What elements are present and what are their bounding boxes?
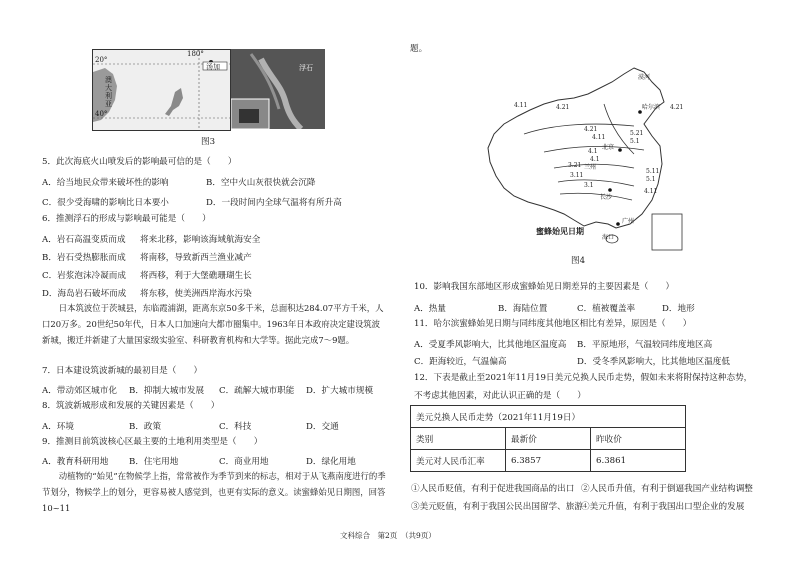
isoline-label: 4.21 (556, 104, 570, 111)
isoline-label: 3.21 (568, 162, 582, 169)
q7-stem: 7．日本建设筑波新城的最初目是（ ） (42, 366, 203, 376)
table-header-row (411, 428, 686, 450)
q6-option-a-part1: A．岩石高温变质而成 (42, 235, 126, 245)
figure-3-map (92, 49, 231, 131)
city-changsha: 长沙 (600, 194, 613, 201)
pumice-label: 浮石 (299, 64, 313, 72)
q6-option-d-part1: D．海岛岩石破坏而成 (42, 289, 127, 299)
south-china-sea-inset (652, 214, 682, 250)
q10-option-b: B．海陆位置 (498, 304, 548, 314)
city-guangzhou: 广州 (622, 218, 635, 225)
q7-option-a: A．带动郊区城市化 (42, 386, 117, 396)
q11-stem: 11．哈尔滨蜜蜂始见日期与同纬度其他地区相比有差异，原因是（ ） (414, 319, 692, 329)
city-beijing: 北京 (602, 144, 615, 151)
q6-option-c-part1: C．岩浆泡沫冷凝而成 (42, 271, 126, 281)
q9-option-c: C．商业用地 (219, 457, 269, 467)
china-outline (488, 68, 664, 228)
q7-option-d: D．扩大城市规模 (306, 386, 374, 396)
isoline-label: 4.11 (514, 102, 528, 109)
q10-stem: 10．影响我国东部地区形成蜜蜂始见日期差异的主要因素是（ ） (414, 282, 675, 292)
isoline-label: 3.11 (570, 172, 584, 179)
passage-tsukuba: 日本筑波位于茨城县，东临霞浦湖，距离东京50多千米，总面积达284.07平方千米，人口20万多。20世纪50年代，日本人口加速向大都市圈集中。1963年日本政府决定建设筑波新城，搬迁并新建了大量国家级实验室、科研教育机构和大学等。据此完成7～9题。 (42, 303, 384, 345)
lat-20-label: 20° (95, 56, 108, 64)
isoline-label: 4.1 (588, 148, 598, 155)
q5-option-b: B．空中火山灰很快就会沉降 (206, 178, 316, 188)
isoline-label: 4.11 (592, 134, 606, 141)
q9-option-d: D．绿化用地 (306, 457, 356, 467)
figure-3-satellite-photo (231, 49, 325, 129)
q12-statement-2: ②人民币升值，有利于倒逼我国产业结构调整 (581, 484, 753, 494)
table-title: 美元兑换人民币走势（2021年11月19日） (411, 406, 686, 428)
passage-phenology: 动植物的“始见”在物候学上指，常常被作为季节到来的标志，相对于从飞燕南度进行的季节划分，物候学上的划分，更容易被人感觉到，也更有实际的意义。读蜜蜂始见日期图，回答10~11 (42, 471, 386, 513)
table-row (411, 450, 686, 472)
q12-statement-1: ①人民币贬值，有利于促进我国商品的出口 (411, 484, 575, 494)
lat-40-label: 40° (95, 110, 108, 118)
table-header-previous: 昨收价 (591, 428, 686, 450)
q9-option-b: B．住宅用地 (129, 457, 179, 467)
lon-180-label: 180° (187, 50, 204, 58)
q6-option-a-part2: 将来北移，影响该海域航海安全 (140, 235, 261, 245)
q5-stem: 5．此次海底火山喷发后的影响最可信的是（ ） (42, 157, 237, 167)
isoline-label: 5.21 (630, 130, 644, 137)
table-cell-previous: 6.3861 (591, 450, 686, 472)
isoline-label: 4.21 (670, 104, 684, 111)
q8-stem: 8．筑波新城形成和发展的关键因素是（ ） (42, 401, 220, 411)
q9-stem: 9．推测目前筑波核心区最主要的土地利用类型是（ ） (42, 437, 263, 447)
isoline-label: 3.1 (584, 182, 594, 189)
table-header-category: 类别 (411, 428, 506, 450)
q10-option-a: A．热量 (414, 304, 446, 314)
tonga-label: 汤加 (206, 63, 220, 71)
q8-option-a: A．环境 (42, 422, 74, 432)
q6-option-b-part2: 将南移，导致新西兰渔业减产 (140, 253, 252, 263)
china-map-graphic (484, 64, 684, 252)
city-mohe: 漠河 (638, 74, 651, 81)
city-haikou: 海口 (602, 234, 615, 241)
isoline-label: 5.11 (646, 168, 660, 175)
q8-option-d: D．交通 (306, 422, 339, 432)
q12-statement-4: ④美元升值，有利于我国出口型企业的发展 (581, 502, 745, 512)
q6-option-d-part2: 将东移，使美洲西岸海水污染 (140, 289, 252, 299)
q12-statement-3: ③美元贬值，有利于我国公民出国留学、旅游 (411, 502, 583, 512)
figure-4-caption: 图4 (571, 256, 586, 266)
q5-option-d: D．一段时间内全球气温将有所升高 (206, 198, 342, 208)
page-footer: 文科综合 第2页 （共9页） (340, 531, 436, 540)
q8-option-b: B．政策 (129, 422, 162, 432)
isoline-label: 5.1 (646, 176, 656, 183)
australia-label: 澳大利亚 (105, 76, 112, 108)
q10-option-c: C．植被覆盖率 (577, 304, 636, 314)
q6-stem: 6．推测浮石的形成与影响最可能是（ ） (42, 214, 211, 224)
photo-graphic (231, 49, 325, 129)
passage-continuation: 题。 (410, 44, 428, 54)
q10-option-d: D．地形 (662, 304, 695, 314)
isoline-label: 4.11 (644, 188, 658, 195)
q6-option-b-part1: B．岩石受热膨胀而成 (42, 253, 126, 263)
figure-4-map (484, 64, 684, 252)
q7-option-b: B．抑制大城市发展 (129, 386, 205, 396)
table-header-latest: 最新价 (506, 428, 591, 450)
table-cell-category: 美元对人民币汇率 (411, 450, 506, 472)
q6-option-c-part2: 将西移，利于大堡礁珊瑚生长 (140, 271, 252, 281)
isoline-label: 4.1 (590, 156, 600, 163)
q9-option-a: A．教育科研用地 (42, 457, 109, 467)
q5-option-c: C．很少受海啸的影响比日本要小 (42, 198, 169, 208)
q5-option-a: A．给当地民众带来破坏性的影响 (42, 178, 169, 188)
isoline-label: 5.1 (630, 138, 640, 145)
table-cell-latest: 6.3857 (506, 450, 591, 472)
exchange-rate-table (410, 405, 686, 472)
q11-option-b: B．平原地形，气温较同纬度地区高 (577, 340, 713, 350)
q11-option-d: D．受冬季风影响大，比其他地区温度低 (577, 357, 730, 367)
city-harbin: 哈尔滨 (642, 104, 661, 111)
q11-option-c: C．距海较近，气温偏高 (414, 357, 507, 367)
city-lanzhou: 兰州 (584, 164, 597, 171)
fig4-legend: 蜜蜂始见日期 (536, 226, 584, 236)
q12-stem: 12．下表是截止至2021年11月19日美元兑换人民币走势，假如未来将附保持这种态势，不考虑其他因素，对此认识正确的是（ ） (414, 373, 753, 401)
q8-option-c: C．科技 (219, 422, 252, 432)
figure-3-caption: 图3 (201, 137, 216, 147)
q7-option-c: C．疏解大城市职能 (219, 386, 295, 396)
q11-option-a: A．受夏季风影响大，比其他地区温度高 (414, 340, 567, 350)
isoline-label: 4.21 (584, 126, 598, 133)
